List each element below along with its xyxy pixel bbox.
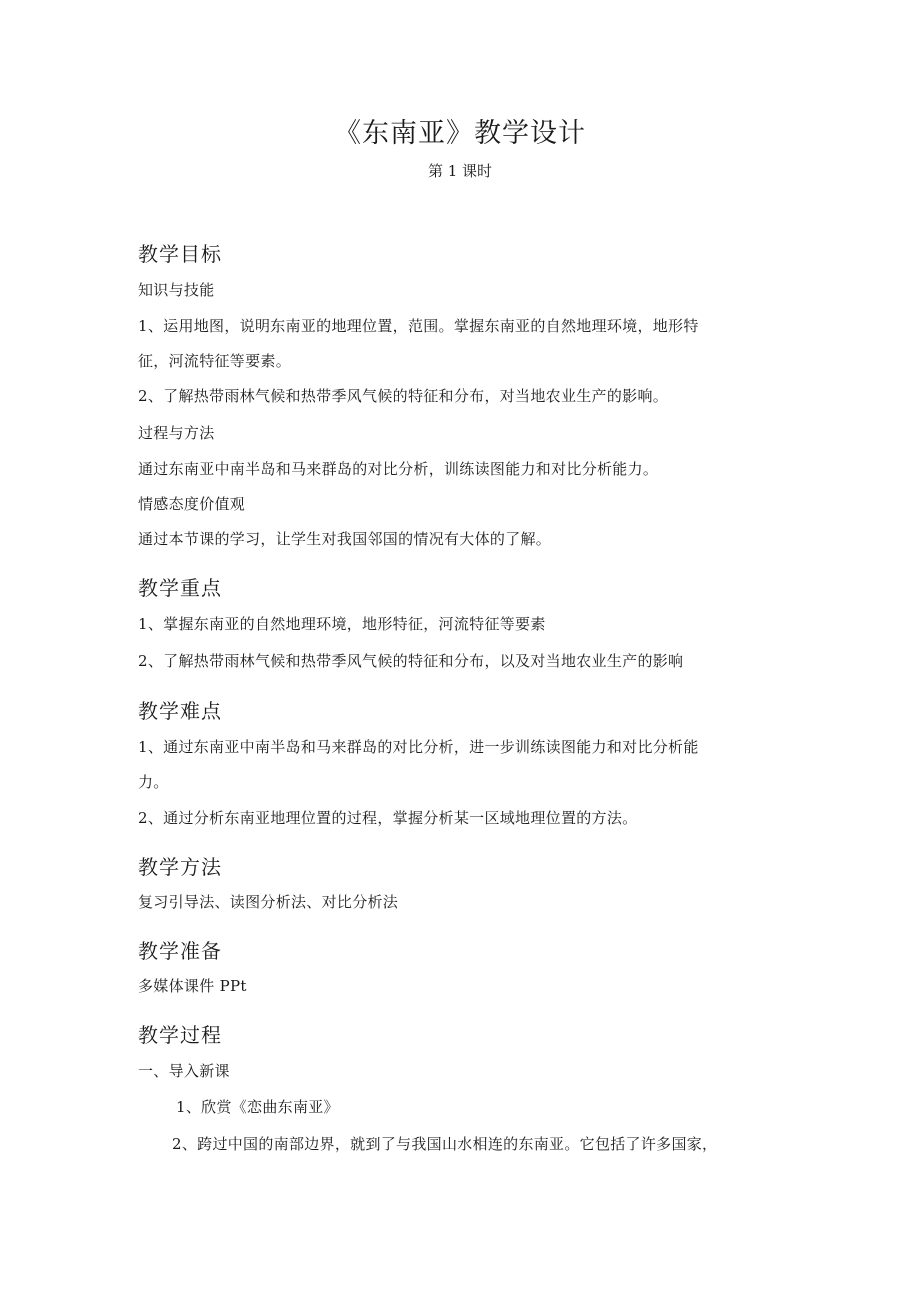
key-points-heading: 教学重点 <box>138 576 222 600</box>
preparation-text: 多媒体课件 PPt <box>138 977 247 995</box>
emotion-text: 通过本节课的学习，让学生对我国邻国的情况有大体的了解。 <box>138 530 552 548</box>
process-method-text: 通过东南亚中南半岛和马来群岛的对比分析，训练读图能力和对比分析能力。 <box>138 460 659 478</box>
objective-item-2: 2、了解热带雨林气候和热带季风气候的特征和分布，对当地农业生产的影响。 <box>138 387 669 405</box>
difficulty-item-2: 2、通过分析东南亚地理位置的过程，掌握分析某一区域地理位置的方法。 <box>138 809 638 827</box>
process-method-label: 过程与方法 <box>138 424 215 442</box>
methods-heading: 教学方法 <box>138 855 222 879</box>
objectives-heading: 教学目标 <box>138 242 222 266</box>
methods-text: 复习引导法、读图分析法、对比分析法 <box>138 893 399 911</box>
process-section-1: 一、导入新课 <box>138 1062 230 1080</box>
document-title: 《东南亚》教学设计 <box>334 118 586 149</box>
process-heading: 教学过程 <box>138 1023 222 1047</box>
preparation-heading: 教学准备 <box>138 939 222 963</box>
objective-item-1-line-2: 征，河流特征等要素。 <box>138 352 292 370</box>
knowledge-label: 知识与技能 <box>138 281 215 299</box>
difficulties-heading: 教学难点 <box>138 699 222 723</box>
difficulty-item-1-line-2: 力。 <box>138 773 169 791</box>
key-point-item-2: 2、了解热带雨林气候和热带季风气候的特征和分布，以及对当地农业生产的影响 <box>138 652 684 670</box>
process-step-2: 2、跨过中国的南部边界，就到了与我国山水相连的东南亚。它包括了许多国家， <box>172 1135 718 1153</box>
objective-item-1-line-1: 1、运用地图，说明东南亚的地理位置，范围。掌握东南亚的自然地理环境，地形特 <box>138 317 699 335</box>
key-point-item-1: 1、掌握东南亚的自然地理环境，地形特征，河流特征等要素 <box>138 615 546 633</box>
process-step-1: 1、欣赏《恋曲东南亚》 <box>176 1098 339 1116</box>
emotion-label: 情感态度价值观 <box>138 495 246 513</box>
difficulty-item-1-line-1: 1、通过东南亚中南半岛和马来群岛的对比分析，进一步训练读图能力和对比分析能 <box>138 738 699 756</box>
document-subtitle: 第 1 课时 <box>427 162 493 180</box>
